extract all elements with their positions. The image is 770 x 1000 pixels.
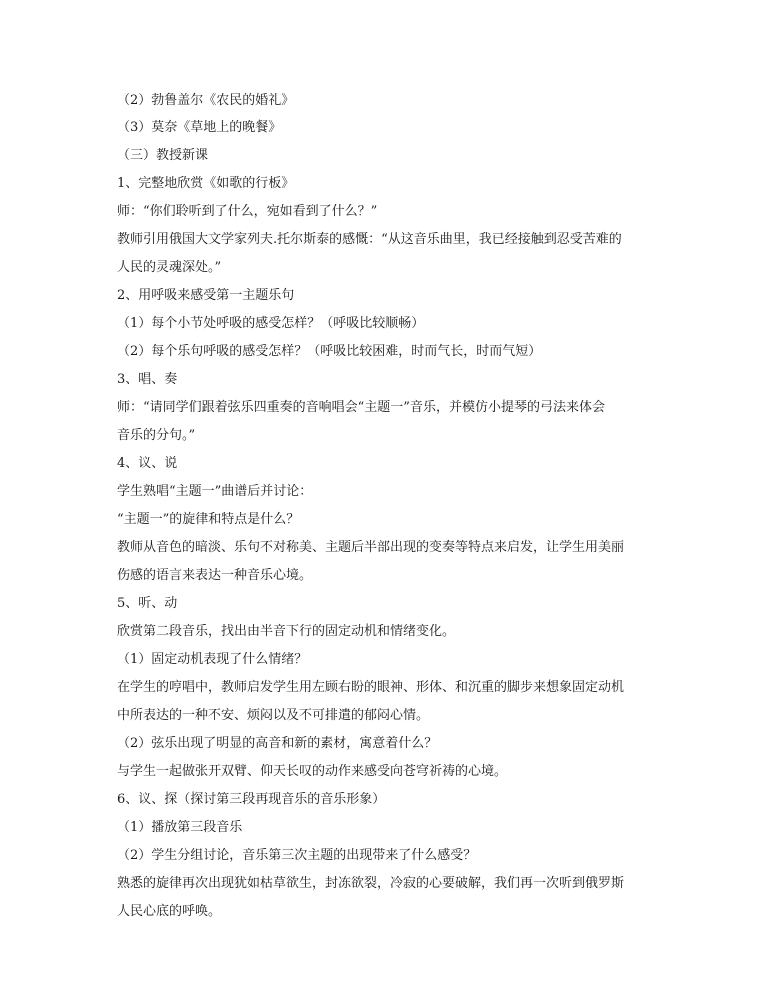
text-line: （2）每个乐句呼吸的感受怎样？（呼吸比较困难，时而气长，时而气短） <box>117 344 542 359</box>
text-line: 熟悉的旋律再次出现犹如枯草欲生，封冻欲裂，冷寂的心要破解，我们再一次听到俄罗斯 <box>117 876 625 891</box>
text-line: （1）固定动机表现了什么情绪？ <box>117 652 308 667</box>
text-line: “主题一”的旋律和特点是什么？ <box>117 512 300 527</box>
step-heading: 3、唱、奏 <box>117 372 178 387</box>
text-line: （2）弦乐出现了明显的高音和新的素材，寓意着什么？ <box>117 736 438 751</box>
text-line: （2）学生分组讨论，音乐第三次主题的出现带来了什么感受？ <box>117 848 477 863</box>
step-heading: 1、完整地欣赏《如歌的行板》 <box>117 176 295 191</box>
text-line: 在学生的哼唱中，教师启发学生用左顾右盼的眼神、形体、和沉重的脚步来想象固定动机 <box>117 680 625 695</box>
text-line: （3）莫奈《草地上的晚餐》 <box>117 120 282 135</box>
text-line: 教师引用俄国大文学家列夫.托尔斯泰的感慨：“从这音乐曲里，我已经接触到忍受苦难的 <box>117 232 622 247</box>
text-line: 教师从音色的暗淡、乐句不对称美、主题后半部出现的变奏等特点来启发，让学生用美丽 <box>117 540 625 555</box>
step-heading: 2、用呼吸来感受第一主题乐句 <box>117 288 295 303</box>
text-line: 中所表达的一种不安、烦闷以及不可排遣的郁闷心情。 <box>117 708 430 723</box>
text-line: （1）每个小节处呼吸的感受怎样？（呼吸比较顺畅） <box>117 316 425 331</box>
section-heading: （三）教授新课 <box>117 148 209 163</box>
text-line: 人民的灵魂深处。” <box>117 260 222 275</box>
text-line: 欣赏第二段音乐，找出由半音下行的固定动机和情绪变化。 <box>117 624 456 639</box>
text-line: （1）播放第三段音乐 <box>117 820 243 835</box>
step-heading: 6、议、探（探讨第三段再现音乐的音乐形象） <box>117 792 386 807</box>
step-heading: 5、听、动 <box>117 596 178 611</box>
text-line: 学生熟唱“主题一”曲谱后并讨论： <box>117 484 313 499</box>
text-line: 伤感的语言来表达一种音乐心境。 <box>117 568 313 583</box>
text-line: 师：“你们聆听到了什么，宛如看到了什么？” <box>117 204 378 219</box>
text-line: （2）勃鲁盖尔《农民的婚礼》 <box>117 93 295 108</box>
text-line: 师：“请同学们跟着弦乐四重奏的音响唱会“主题一”音乐，并模仿小提琴的弓法来体会 <box>117 400 605 415</box>
step-heading: 4、议、说 <box>117 456 178 471</box>
text-line: 音乐的分句。” <box>117 428 196 443</box>
text-line: 与学生一起做张开双臂、仰天长叹的动作来感受向苍穹祈祷的心境。 <box>117 764 508 779</box>
text-line: 人民心底的呼唤。 <box>117 904 222 919</box>
